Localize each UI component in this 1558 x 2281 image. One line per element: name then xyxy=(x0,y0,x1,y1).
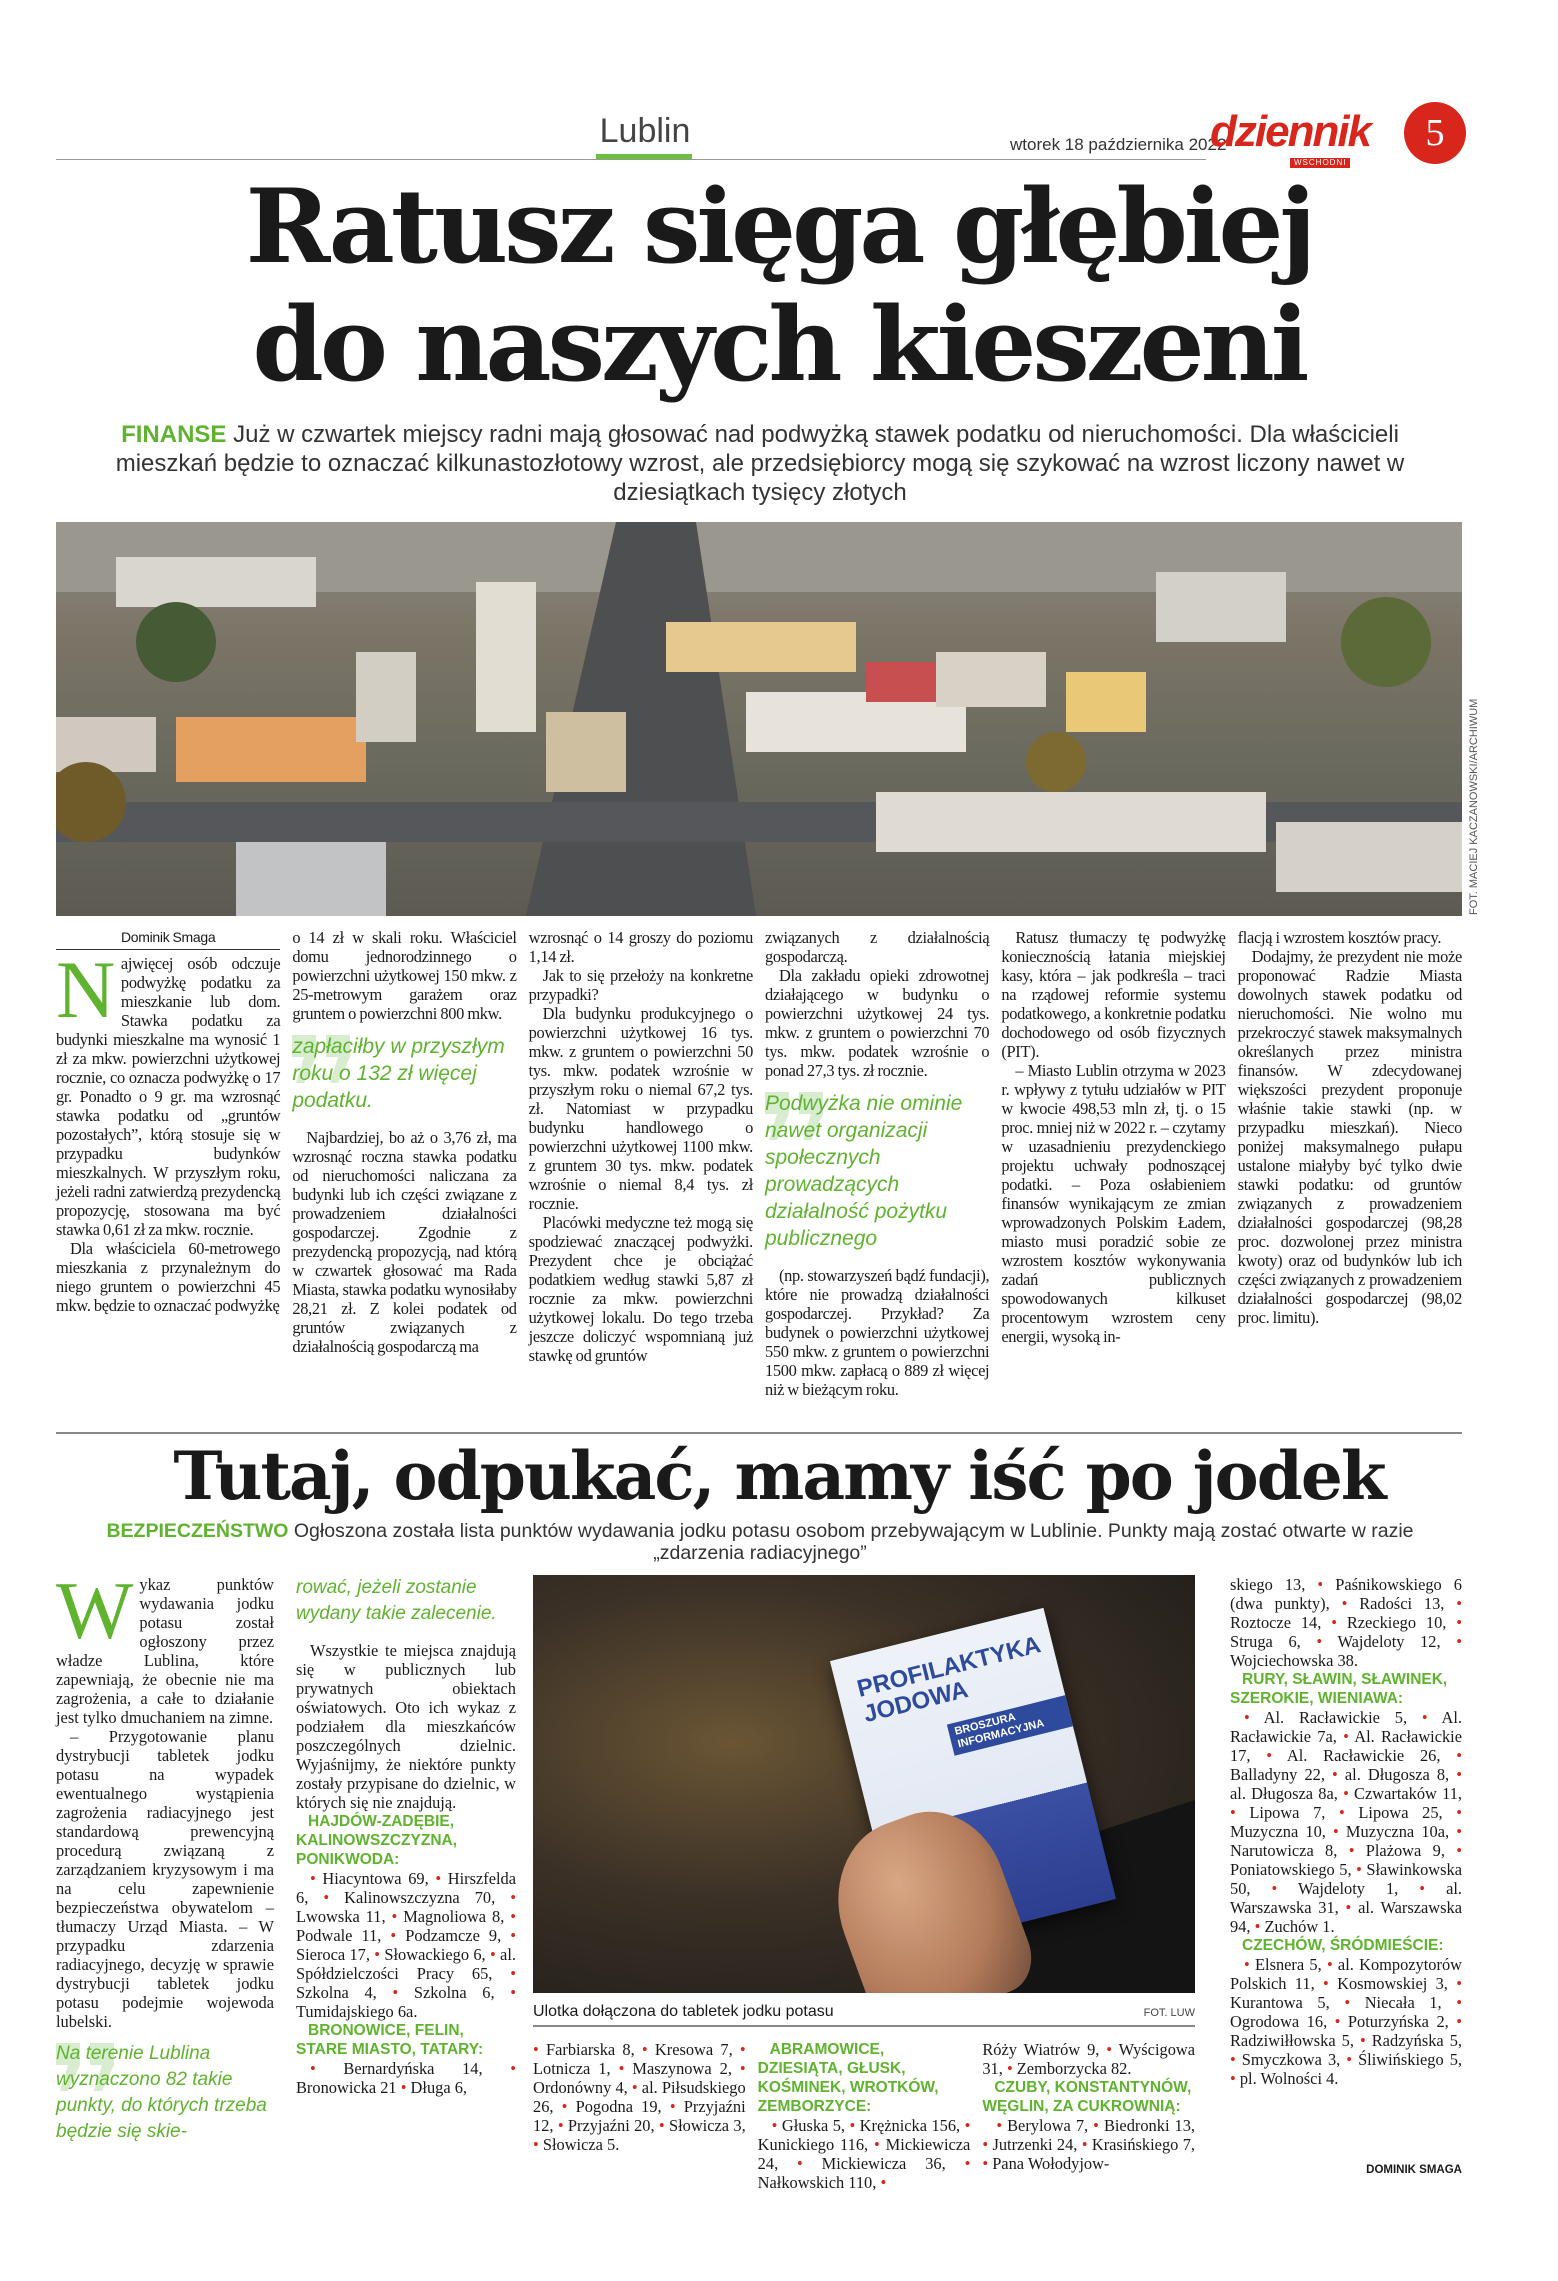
bullet-icon: • xyxy=(1341,1594,1348,1613)
bullet-icon: • xyxy=(533,2135,539,2154)
newspaper-logo-sub: WSCHODNI xyxy=(1290,158,1350,168)
bullet-icon: • xyxy=(1326,1955,1333,1974)
article2-column-5 xyxy=(982,2040,1195,2192)
bullet-icon: • xyxy=(1244,1708,1250,1727)
bullet-icon: • xyxy=(392,1983,399,2002)
pull-quote-cont: rować, jeżeli zostanie wydany takie zalecenie. xyxy=(296,1577,497,1624)
bullet-icon: • xyxy=(1456,2012,1462,2031)
bullet-icon: • xyxy=(982,2154,989,2173)
bullet-icon: • xyxy=(489,1945,496,1964)
bullet-icon: • xyxy=(631,2078,638,2097)
article1-column-3 xyxy=(529,928,753,1399)
article2-column-2 xyxy=(296,1575,516,2097)
section-label: Lublin xyxy=(599,112,691,150)
pull-quote: Na terenie Lublina wyznaczono 82 takie punkty, do których trzeba będzie się skie- xyxy=(56,2041,274,2145)
paragraph: Wykaz punktów wydawania jodku potasu został ogłoszony przez władze Lublina, które zapewniają, że obecnie nie ma zagrożenia, a całe to działanie jest tylko dmuchaniem na zimne. xyxy=(56,1565,274,1727)
bullet-icon: • xyxy=(1421,1708,1428,1727)
bullet-icon: • xyxy=(1345,1898,1352,1917)
bullet-icon: • xyxy=(1456,1765,1462,1784)
bullet-icon: • xyxy=(874,2135,880,2154)
bullet-icon: • xyxy=(1334,2012,1341,2031)
article1-column-4 xyxy=(765,928,989,1399)
bullet-icon: • xyxy=(323,1888,330,1907)
article2-headline: Tutaj, odpukać, mamy iść po jodek xyxy=(173,1437,1385,1515)
bullet-icon: • xyxy=(310,1869,316,1888)
paragraph: flacją i wzrostem kosztów pracy. xyxy=(1237,928,1442,947)
paragraph: Wszystkie te miejsca znajdują się w publicznych lub prywatnych obiektach oświatowych. Oto ich wykaz z podziałem dla mieszkańców poszczególnych dzielnic. Wyjaśnijmy, że niektóre punkty zostały przypisane do dzielnic, w których się nie znajdują. xyxy=(296,1641,516,1812)
bullet-icon: • xyxy=(1456,1974,1462,1993)
bullet-icon: • xyxy=(1081,2135,1088,2154)
bullet-icon: • xyxy=(400,2078,407,2097)
paragraph: Dodajmy, że prezydent nie może proponować Radzie Miasta dowolnych stawek podatku od nieruchomości. Nie wolno mu przekroczyć stawek maksymalnych określanych przez ministra finansów. W zdecydowanej większości prezydent proponuje właśnie takie stawki (np. w przypadku mieszkań). Nieco poniżej maksymalnego pułapu ustalone miałyby być tylko dwie stawki podatku: od gruntów związanych z prowadzeniem działalności gospodarczej (98,28 proc. dozwolonej przez ministra kwoty) oraz od budynków lub ich części związanych z prowadzeniem działalności gospodarczej (98,02 proc. limitu). xyxy=(1237,947,1462,1327)
bullet-icon: • xyxy=(1356,1860,1362,1879)
bullet-icon: • xyxy=(510,2059,516,2078)
bullet-icon: • xyxy=(390,1926,397,1945)
bullet-icon: • xyxy=(669,2097,676,2116)
bullet-icon: • xyxy=(797,2154,803,2173)
bullet-icon: • xyxy=(771,2116,778,2135)
bullet-icon: • xyxy=(557,2116,564,2135)
bullet-icon: • xyxy=(1456,1594,1462,1613)
paragraph: Najbardziej, bo aż o 3,76 zł, ma wzrosnąć roczna stawka podatku od nieruchomości naliczana za budynki lub ich części związane z prowadzeniem działalności gospodarczej. Zgodnie z prezydencką propozycją, nad którą w czwartek głosować ma Rada Miasta, stawka podatku wynosiłaby 28,21 zł. Z kolei podatek od gruntów związanych z działalnością gospodarczą ma xyxy=(292,1128,517,1356)
photo-credit: FOT. MACIEJ KACZANOWSKI/ARCHIWUM xyxy=(1468,698,1480,915)
district-list: • Głuska 5, • Krężnicka 156, • Kunickiego 116, • Mickiewicza 24, • Mickiewicza 36, • Nałkowskich 110, • xyxy=(757,2116,971,2192)
paragraph: Najwięcej osób odczuje podwyżkę podatku za mieszkanie lub dom. Stawka podatku za budynki mieszkalne ma wynosić 1 zł za mkw. powierzchni użytkowej rocznie, co oznacza podwyżkę o 17 gr. Ponadto o 9 gr. ma wzrosnąć stawka podatku od „gruntów pozostałych”, którą stosuje się w przypadku budynków mieszkalnych. W przyszłym roku, jeżeli radni zatwierdzą prezydencką propozycję, stosowana ma być stawka 0,61 zł za mkw. rocznie. xyxy=(56,944,281,1239)
bullet-icon: • xyxy=(1456,1993,1463,2012)
article1-headline: Ratusz sięga głębiej do naszych kieszeni xyxy=(245,167,1313,405)
bullet-icon: • xyxy=(618,2059,625,2078)
header-rule xyxy=(56,159,1206,160)
bullet-icon: • xyxy=(1323,1974,1329,1993)
district-list: Róży Wiatrów 9, • Wyścigowa 31, • Zemborzycka 82. xyxy=(982,2040,1196,2078)
bullet-icon: • xyxy=(1419,1879,1426,1898)
bullet-icon: • xyxy=(1230,2069,1236,2088)
paragraph: wzrosnąć o 14 groszy do poziomu 1,14 zł. xyxy=(528,928,753,966)
district-heading: CZUBY, KONSTANTYNÓW, WĘGLIN, ZA CUKROWNIĄ: xyxy=(982,2079,1192,2115)
article2-column-4 xyxy=(758,2040,971,2192)
paragraph: Placówki medyczne też mogą się spodziewać znaczącej podwyżki. Prezydent chce je obciążać podatkiem według stawki 5,87 zł rocznie za mkw. powierzchni użytkowej lokalu. Do tego trzeba jeszcze doliczyć wspomnianą już stawkę od gruntów xyxy=(528,1213,753,1365)
article1-column-1 xyxy=(56,928,280,1399)
paragraph: Dla właściciela 60-metrowego mieszkania z przynależnym do niego gruntem o powierzchni 45 mkw. będzie to oznaczać podwyżkę xyxy=(56,1239,281,1315)
bullet-icon: • xyxy=(1271,1879,1278,1898)
district-list: • Al. Racławickie 5, • Al. Racławickie 7a, • Al. Racławickie 17, • Al. Racławickie 26, • Balladyny 22, • al. Długosza 8, • al. Długosza 8a, • Czwartaków 11, • Lipowa 7, • Lipowa 25, • Muzyczna 10, • Muzyczna 10a, • Narutowicza 8, • Plażowa 9, • Poniatowskiego 5, • Sławinkowska 50, • Wajdeloty 1, • al. Warszawska 31, • al. Warszawska 94, • Zuchów 1. xyxy=(1230,1708,1463,1936)
district-heading: HAJDÓW-ZADĘBIE, KALINOWSZCZYZNA, PONIKWODA: xyxy=(296,1813,458,1868)
bullet-icon: • xyxy=(1266,1746,1273,1765)
bullet-icon: • xyxy=(561,2097,568,2116)
paragraph: – Przygotowanie planu dystrybucji tabletek jodku potasu na wypadek ewentualnego wystąpienia zagrożenia radiacyjnego jest standardową prewencyjną procedurą związaną z zarządzaniem kryzysowym i ma na celu zapewnienie bezpieczeństwa obywatelom – tłumaczy Urząd Miasta. – W przypadku zdarzenia radiacyjnego, decyzję w sprawie dystrybucji tabletek jodku potasu podejmie wojewoda lubelski. xyxy=(56,1727,274,2031)
district-heading: BRONOWICE, FELIN, STARE MIASTO, TATARY: xyxy=(296,2022,484,2058)
bullet-icon: • xyxy=(1316,1632,1323,1651)
paragraph: Ratusz tłumaczy tę podwyżkę koniecznością łatania miejskiej kasy, która – jak podkreśla – traci na rządowej reformie systemu podatkowego, a konkretnie podatku dochodowego od osób fizycznych (PIT). xyxy=(1001,928,1226,1061)
paragraph: o 14 zł w skali roku. Właściciel domu jednorodzinnego o powierzchni użytkowej 150 mkw. z 25-metrowym garażem oraz gruntem o powierzchni 800 mkw. xyxy=(292,928,517,1023)
paragraph: Dla budynku produkcyjnego o powierzchni użytkowej 16 tys. mkw. z gruntem o powierzchni 50 tys. mkw. podatek wzrośnie w przyszłym roku o niemal 67,2 tys. zł. Natomiast w przypadku budynku handlowego o powierzchni użytkowej 1100 mkw. z gruntem 30 tys. mkw. podatek wzrośnie o niemal 8,4 tys. zł rocznie. xyxy=(528,1004,753,1213)
bullet-icon: • xyxy=(374,1945,381,1964)
bullet-icon: • xyxy=(739,2040,746,2059)
bullet-icon: • xyxy=(1333,1822,1339,1841)
paragraph: Dla zakładu opieki zdrowotnej działającego w budynku o powierzchni użytkowej 24 tys. mkw. z gruntem o powierzchni 70 tys. mkw. podatek wzrośnie o ponad 27,3 tys. zł rocznie. xyxy=(764,966,990,1080)
article1-body xyxy=(56,928,1462,1399)
bullet-icon: • xyxy=(982,2135,989,2154)
leaflet-subtitle: BROSZURA INFORMACYJNA xyxy=(947,1695,1073,1756)
newspaper-logo: dziennik xyxy=(1210,107,1371,156)
paragraph: – Miasto Lublin otrzyma w 2023 r. wpływy z tytułu udziałów w PIT w kwocie 498,53 mln zł, tj. o 15 proc. mniej niż w 2022 r. – czytamy w uzasadnieniu prezydenckiego projektu uchwały podnoszącej podatki. – Poza osłabieniem finansów wynikającym ze zmian wprowadzonych Polskim Ładem, miasto musi poradzić sobie ze wzrostem kosztów wykonywania zadań publicznych spowodowanych kilkuset procentowym wzrostem ceny energii, wysoką in- xyxy=(1001,1061,1226,1346)
bullet-icon: • xyxy=(1343,1727,1349,1746)
bullet-icon: • xyxy=(880,2173,887,2192)
bullet-icon: • xyxy=(533,2040,539,2059)
bullet-icon: • xyxy=(1456,1632,1462,1651)
bullet-icon: • xyxy=(1348,1841,1355,1860)
article2-lists-under-photo xyxy=(533,2040,1195,2192)
bullet-icon: • xyxy=(1230,2050,1236,2069)
district-list: • Bernardyńska 14, • Bronowicka 21 • Długa 6, xyxy=(296,2059,516,2097)
bullet-icon: • xyxy=(1343,1784,1349,1803)
district-list: • Hiacyntowa 69, • Hirszfelda 6, • Kalinowszczyzna 70, • Lwowska 11, • Magnoliowa 8, • Podwale 11, • Podzamcze 9, • Sieroca 17, • Słowackiego 6, • al. Spółdzielczości Pracy 65, • Szkolna 4, • Szkolna 6, • Tumidajskiego 6a. xyxy=(296,1869,517,2021)
bullet-icon: • xyxy=(849,2116,856,2135)
bullet-icon: • xyxy=(964,2116,971,2135)
article1-column-6 xyxy=(1238,928,1462,1399)
bullet-icon: • xyxy=(1230,1803,1236,1822)
bullet-icon: • xyxy=(510,1983,516,2002)
bullet-icon: • xyxy=(510,1964,516,1983)
article2-column-3 xyxy=(533,2040,746,2192)
bullet-icon: • xyxy=(1346,2050,1353,2069)
paragraph: (np. stowarzyszeń bądź fundacji), które nie prowadzą działalności gospodarczej. Przykład? Za budynek o powierzchni użytkowej 550 mkw. z gruntem o powierzchni 1500 mkw. zapłacą o 889 zł więcej niż w bieżącym roku. xyxy=(764,1266,990,1399)
article2-column-6 xyxy=(1230,1575,1462,2088)
bullet-icon: • xyxy=(1339,1803,1345,1822)
bullet-icon: • xyxy=(1006,2059,1013,2078)
district-list: skiego 13, • Paśnikowskiego 6 (dwa punkty), • Radości 13, • Roztocze 14, • Rzeckiego 10, • Struga 6, • Wajdeloty 12, • Wojciechowska 38. xyxy=(1230,1575,1463,1670)
bullet-icon: • xyxy=(510,1907,517,1926)
article2-lead: BEZPIECZEŃSTWO Ogłoszona została lista punktów wydawania jodku potasu osobom przebywającym w Lublinie. Punkty mają zostać otwarte w razie „zdarzenia radiacyjnego” xyxy=(106,1520,1414,1564)
bullet-icon: • xyxy=(391,1907,398,1926)
bullet-icon: • xyxy=(1106,2040,1113,2059)
bullet-icon: • xyxy=(641,2040,648,2059)
district-heading: ABRAMOWICE, DZIESIĄTA, GŁUSK, KOŚMINEK, WROTKÓW, ZEMBORZYCE: xyxy=(757,2041,939,2115)
district-list: • Berylowa 7, • Biedronki 13, • Jutrzenki 24, • Krasińskiego 7, • Pana Wołodyjow- xyxy=(982,2116,1196,2173)
section-divider xyxy=(56,1432,1462,1434)
bullet-icon: • xyxy=(964,2154,971,2173)
bullet-icon: • xyxy=(1254,1917,1261,1936)
article1-column-5 xyxy=(1001,928,1225,1399)
photo-caption: Ulotka dołączona do tabletek jodku potasu FOT. LUW xyxy=(533,2003,1195,2027)
leaflet-photo xyxy=(533,1575,1195,1993)
bullet-icon: • xyxy=(1344,1993,1351,2012)
bullet-icon: • xyxy=(1456,1803,1462,1822)
bullet-icon: • xyxy=(510,1888,517,1907)
pull-quote: Podwyżka nie ominie nawet organizacji społecznych prowadzących działalność pożytku publicznego xyxy=(765,1090,989,1252)
bullet-icon: • xyxy=(1317,1575,1324,1594)
district-list: • Farbiarska 8, • Kresowa 7, • Lotnicza 1, • Maszynowa 2, • Ordonówny 4, • al. Piłsudskiego 26, • Pogodna 19, • Przyjaźni 12, • Przyjaźni 20, • Słowicza 3, • Słowicza 5. xyxy=(533,2040,746,2154)
bullet-icon: • xyxy=(1456,1613,1462,1632)
bullet-icon: • xyxy=(1244,1955,1250,1974)
district-heading: RURY, SŁAWIN, SŁAWINEK, SZEROKIE, WIENIAWA: xyxy=(1230,1671,1448,1707)
article2-byline: DOMINIK SMAGA xyxy=(1366,2164,1462,2176)
bullet-icon: • xyxy=(1456,1841,1462,1860)
drop-cap: N xyxy=(56,944,115,1035)
bullet-icon: • xyxy=(435,1869,442,1888)
article1-column-2 xyxy=(292,928,516,1399)
paragraph: związanych z działalnością gospodarczą. xyxy=(764,928,990,966)
leaflet-title: PROFILAKTYKA JODOWA xyxy=(854,1631,1043,1729)
bullet-icon: • xyxy=(510,1926,516,1945)
bullet-icon: • xyxy=(739,2059,746,2078)
bullet-icon: • xyxy=(1093,2116,1099,2135)
caption-credit: FOT. LUW xyxy=(1143,2007,1195,2019)
drop-cap: W xyxy=(56,1565,134,1656)
district-heading: CZECHÓW, ŚRÓDMIEŚCIE: xyxy=(1242,1937,1444,1954)
pull-quote: zapłaciłby w przyszłym roku o 132 zł więcej podatku. xyxy=(292,1033,516,1114)
bullet-icon: • xyxy=(1331,1613,1337,1632)
issue-date: wtorek 18 października 2022 xyxy=(1010,135,1227,154)
article2-column-1 xyxy=(56,1565,274,2159)
bullet-icon: • xyxy=(1456,1746,1462,1765)
paragraph: Jak to się przełoży na konkretne przypadki? xyxy=(528,966,753,1004)
aerial-city-photo xyxy=(56,522,1462,916)
bullet-icon: • xyxy=(1456,1822,1462,1841)
district-list: • Elsnera 5, • al. Kompozytorów Polskich 11, • Kosmowskiej 3, • Kurantowa 5, • Niecała 1, • Ogrodowa 16, • Poturzyńska 2, • Radziwiłłowska 5, • Radzyńska 5, • Smyczkowa 3, • Śliwińskiego 5, • pl. Wolności 4. xyxy=(1230,1955,1463,2088)
article1-lead: FINANSE Już w czwartek miejscy radni mają głosować nad podwyżką stawek podatku od nieruchomości. Dla właścicieli mieszkań będzie to oznaczać kilkunastozłotowy wzrost, ale przedsiębiorcy mogą się szykować na wzrost liczony nawet w dziesiątkach tysięcy złotych xyxy=(115,421,1405,506)
article-author: Dominik Smaga xyxy=(56,928,280,950)
bullet-icon: • xyxy=(1332,1765,1338,1784)
bullet-icon: • xyxy=(1359,2031,1366,2050)
page-number: 5 xyxy=(1404,102,1466,164)
bullet-icon: • xyxy=(310,2059,316,2078)
bullet-icon: • xyxy=(996,2116,1003,2135)
bullet-icon: • xyxy=(658,2116,665,2135)
